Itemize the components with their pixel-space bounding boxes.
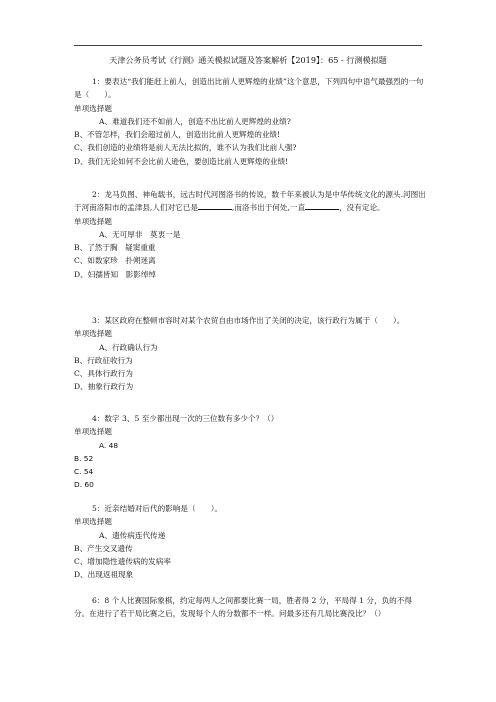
question-type: 单项选择题 — [74, 427, 112, 437]
stem-part-1: 2：龙马负图、神龟载书，远古时代河图洛书的传说，数千年来被认为是中华传统文化的源头.河图出于河南洛阳市的孟津县,人们对它已是 — [74, 190, 426, 213]
question-1 — [74, 75, 426, 168]
option-c: C、我们创造的业绩将是前人无法比拟的，谁不认为我们比前人强? — [74, 143, 297, 153]
question-type: 单项选择题 — [74, 329, 112, 339]
option-d: D. 60 — [74, 480, 94, 490]
option-c: C、增加隐性遗传病的发病率 — [74, 557, 171, 567]
option-a: A. 48 — [99, 440, 119, 450]
question-4 — [74, 412, 426, 492]
option-b: B. 52 — [74, 453, 94, 463]
stem-part-3: ，没有定论。 — [339, 203, 385, 213]
option-b: B、行政征收行为 — [74, 355, 133, 365]
option-d: D、抽象行政行为 — [74, 382, 134, 392]
option-b: B、产生交叉遗传 — [74, 543, 133, 553]
header-rule — [74, 45, 422, 46]
option-a: A、难道我们还不如前人，创造不出比前人更辉煌的业绩? — [99, 116, 291, 126]
option-d: D、妇孺皆知 影影绰绰 — [74, 269, 157, 279]
option-c: C、具体行政行为 — [74, 369, 133, 379]
option-b: B、不管怎样，我们会超过前人，创造出比前人更辉煌的业绩! — [74, 130, 281, 140]
question-stem — [74, 188, 426, 215]
option-b: B、了然于胸 疑窦重重 — [74, 243, 156, 253]
option-a: A、无可厚非 莫衷一是 — [99, 229, 181, 239]
option-c: C、如数家珍 扑朔迷离 — [74, 256, 156, 266]
question-stem: 1：要表达“我们能赶上前人，创造出比前人更辉煌的业绩”这个意思，下列四句中语气最强烈的一句是（ ）。 — [74, 77, 424, 100]
question-type: 单项选择题 — [74, 103, 112, 113]
question-type: 单项选择题 — [74, 517, 112, 527]
option-c: C. 54 — [74, 467, 94, 477]
document-title: 天津公务员考试《行测》通关模拟试题及答案解析【2019】：65 - 行测模拟题 — [109, 55, 387, 65]
question-stem: 5：近亲结婚对后代的影响是（ ）。 — [92, 504, 223, 513]
option-a: A、行政确认行为 — [99, 342, 158, 352]
question-stem: 6：8 个人比赛国际象棋，约定每两人之间都要比赛一局，胜者得 2 分，平局得 1 分，负的不得分。在进行了若干局比赛之后，发现每个人的分数都不一样。问最多还有几局比赛没比？（） — [74, 596, 412, 619]
question-6 — [74, 594, 426, 621]
question-type: 单项选择题 — [74, 216, 112, 226]
question-3 — [74, 314, 426, 394]
option-d: D、我们无论如何不会比前人逊色，要创造比前人更辉煌的业绩! — [74, 156, 289, 166]
fill-blank-2 — [305, 201, 339, 210]
question-2 — [74, 188, 426, 281]
question-stem: 4：数字 3、5 至少都出现一次的三位数有多少个？（） — [92, 414, 279, 423]
option-d: D、出现返祖现象 — [74, 570, 134, 580]
option-a: A、遗传病连代传递 — [99, 530, 166, 540]
question-5 — [74, 502, 426, 582]
fill-blank-1 — [198, 201, 232, 210]
stem-part-2: ,而洛书出于何处,一直 — [231, 203, 306, 213]
question-stem: 3：某区政府在整顿市容时对某个农贸自由市场作出了关闭的决定，该行政行为属于（ ）。 — [92, 316, 405, 325]
